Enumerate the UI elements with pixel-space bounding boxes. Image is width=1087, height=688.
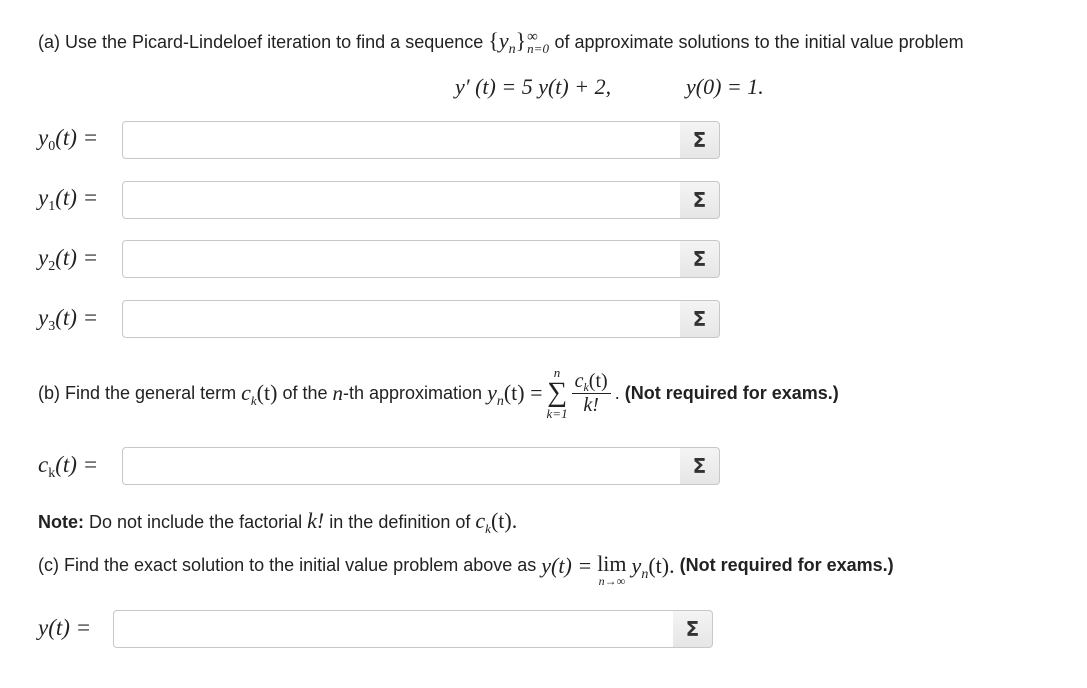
seq-sub-n: n xyxy=(508,42,516,57)
ck-label: $c_k(t)$ = xyxy=(38,452,99,481)
part-a-prefix: (a) Use the Picard-Lindeloef iteration to find a sequence xyxy=(38,32,484,52)
y3-label: $y_3(t)$ = xyxy=(38,305,99,334)
yt-input[interactable] xyxy=(113,610,674,648)
lim-operator: lim n→∞ xyxy=(597,551,627,588)
part-c-not-required: (Not required for exams.) xyxy=(679,555,894,575)
seq-lower: n=0 xyxy=(527,40,549,56)
y3-input[interactable] xyxy=(122,300,681,338)
y0-sigma-button[interactable]: Σ xyxy=(680,121,720,159)
y1-sigma-button[interactable]: Σ xyxy=(680,181,720,219)
seq-close-brace: } xyxy=(515,28,527,53)
part-b-not-required: (Not required for exams.) xyxy=(624,382,839,403)
note-line: Note: Do not include the factorial k! in the definition of $c_k(t)$. xyxy=(38,508,518,536)
y2-label: $y_2(t)$ = xyxy=(38,245,99,274)
part-a-question xyxy=(38,28,964,55)
sum-fraction: $\frac{c_k(t)}{k!}$ xyxy=(572,370,611,417)
part-a-suffix: of approximate solutions to the initial value problem xyxy=(554,32,964,52)
y1-input[interactable] xyxy=(122,181,681,219)
yt-label: y(t) = xyxy=(38,615,92,640)
y2-input[interactable] xyxy=(122,240,681,278)
part-b-prefix: (b) Find the general term xyxy=(38,382,237,403)
y2-sigma-button[interactable]: Σ xyxy=(680,240,720,278)
seq-open-brace: { xyxy=(488,28,499,53)
y1-label: $y_1(t)$ = xyxy=(38,185,99,214)
ode-equation: y′ (t) = 5 y(t) + 2, xyxy=(455,74,612,99)
yt-sigma-button[interactable]: Σ xyxy=(673,610,713,648)
part-c-question: (c) Find the exact solution to the initial value problem above as y(t) = lim n→∞ $y_n(t)$. (Not required for exams.) xyxy=(38,551,894,588)
sum-operator: n ∑ k=1 xyxy=(546,365,568,421)
ck-sigma-button[interactable]: Σ xyxy=(680,447,720,485)
y0-label: $y_0(t)$ = xyxy=(38,125,99,154)
y0-input[interactable] xyxy=(122,121,681,159)
part-b-question: (b) Find the general term $c_k(t)$ of the n -th approximation $y_n(t)$ = n ∑ k=1 $\frac{c_k(t)}{k!}$ . (Not required for exams.) xyxy=(38,365,839,421)
seq-sup: ∞ xyxy=(527,28,538,45)
initial-condition: y(0) = 1. xyxy=(686,74,764,99)
ck-input[interactable] xyxy=(122,447,681,485)
y3-sigma-button[interactable]: Σ xyxy=(680,300,720,338)
seq-y: y xyxy=(498,28,509,53)
